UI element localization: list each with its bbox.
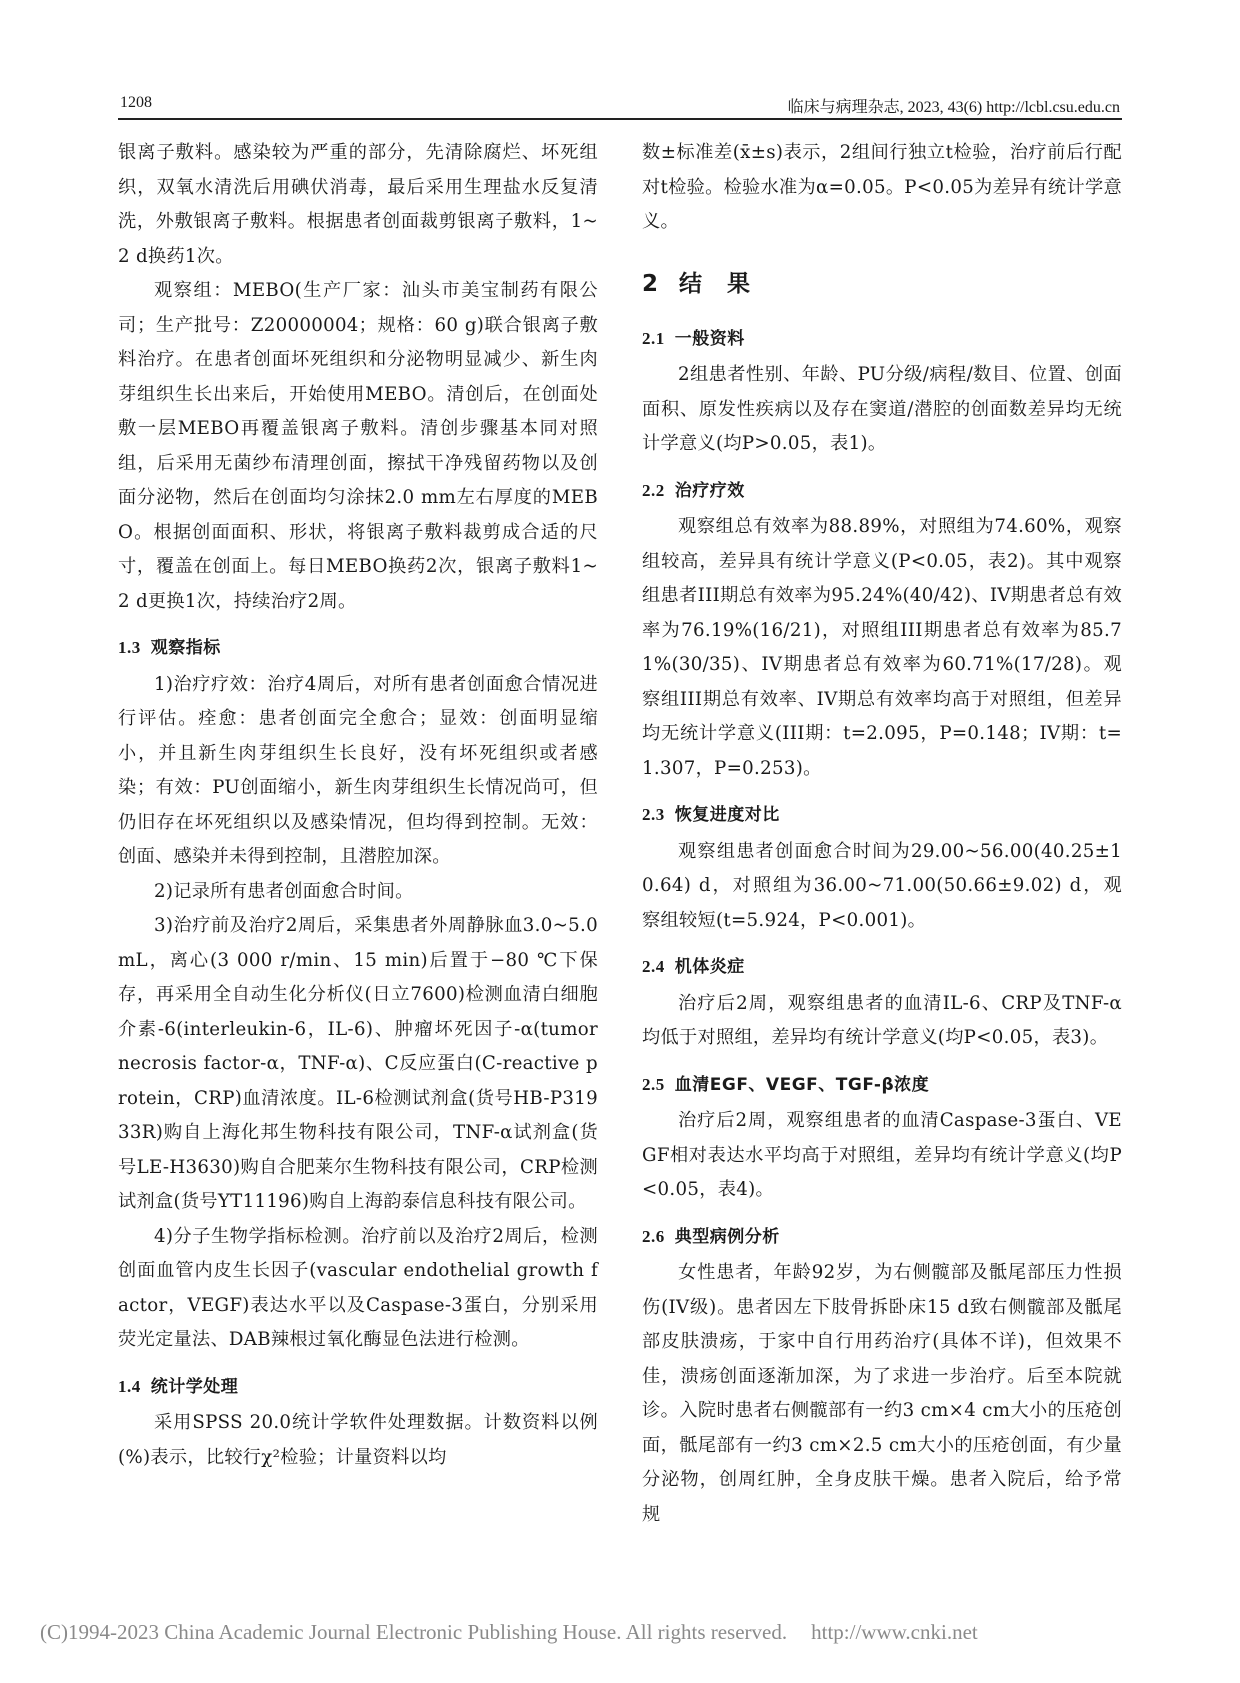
- paragraph: 治疗后2周，观察组患者的血清IL-6、CRP及TNF-α均低于对照组，差异均有统计学意义(均P<0.05，表3)。: [642, 992, 1122, 1048]
- section-heading-1-3: [118, 631, 598, 666]
- section-number: 2.5: [642, 1074, 665, 1094]
- page-header: [118, 88, 1122, 120]
- paragraph: 治疗后2周，观察组患者的血清Caspase-3蛋白、VEGF相对表达水平均高于对照组，差异均有统计学意义(均P<0.05，表4)。: [642, 1110, 1122, 1200]
- paragraph: 观察组患者创面愈合时间为29.00~56.00(40.25±10.64) d，对照组为36.00~71.00(50.66±9.02) d，观察组较短(t=5.924，P<0.001)。: [642, 840, 1122, 931]
- section-heading-2-5: [642, 1068, 1122, 1103]
- section-title: 结 果: [679, 270, 752, 297]
- paragraph: 观察组总有效率为88.89%，对照组为74.60%，观察组较高，差异具有统计学意义(P<0.05，表2)。其中观察组患者III期总有效率为95.24%(40/42)、IV期患者总有效率为76.19%(16/21)，对照组III期患者总有效率为85.71%(30/35)、IV期患者总有效率为60.71%(17/28)。观察组III期总有效率、IV期总有效率均高于对照组，但差异均无统计学意义(III期：t=2.095，P=0.148；IV期：t=1.307，P=0.253)。: [642, 516, 1122, 779]
- section-number: 1.4: [118, 1376, 141, 1396]
- section-number: 2.2: [642, 480, 665, 500]
- section-title: 一般资料: [674, 328, 745, 349]
- section-heading-1-4: [118, 1370, 598, 1405]
- section-title: 统计学处理: [150, 1376, 239, 1397]
- section-title: 恢复进度对比: [674, 805, 780, 825]
- section-number: 2.4: [642, 957, 665, 976]
- section-heading-2-2: [642, 474, 1122, 509]
- section-number: 2: [642, 270, 660, 297]
- section-number: 2.6: [642, 1226, 665, 1246]
- paragraph: 数±标准差(x̄±s)表示，2组间行独立t检验，治疗前后行配对t检验。检验水准为α=0.05。P<0.05为差异有统计学意义。: [642, 142, 1122, 232]
- paragraph: 3)治疗前及治疗2周后，采集患者外周静脉血3.0~5.0 mL，离心(3 000 r/min、15 min)后置于−80 ℃下保存，再采用全自动生化分析仪(日立7600)检测血清白细胞介素-6(interleukin-6，IL-6)、肿瘤坏死因子-α(tumor necrosis factor-α，TNF-α)、C反应蛋白(C-reactive protein，CRP)血清浓度。IL-6检测试剂盒(货号HB-P31933R)购自上海化邦生物科技有限公司，TNF-α试剂盒(货号LE-H3630)购自合肥莱尔生物科技有限公司，CRP检测试剂盒(货号YT11196)购自上海韵泰信息科技有限公司。: [118, 915, 598, 1212]
- section-heading-2-3: [642, 798, 1122, 833]
- right-column: [642, 136, 1122, 1532]
- paragraph: 4)分子生物学指标检测。治疗前以及治疗2周后，检测创面血管内皮生长因子(vascular endothelial growth factor，VEGF)表达水平以及Caspase-3蛋白，分别采用荧光定量法、DAB辣根过氧化酶显色法进行检测。: [118, 1225, 598, 1350]
- page-number: 1208: [120, 94, 152, 111]
- paragraph: 1)治疗疗效：治疗4周后，对所有患者创面愈合情况进行评估。痊愈：患者创面完全愈合；显效：创面明显缩小，并且新生肉芽组织生长良好，没有坏死组织或者感染；有效：PU创面缩小，新生肉芽组织生长情况尚可，但仍旧存在坏死组织以及感染情况，但均得到控制。无效：创面、感染并未得到控制，且潜腔加深。: [118, 673, 598, 867]
- section-number: 1.3: [118, 638, 141, 657]
- section-number: 2.1: [642, 328, 665, 348]
- paragraph: 观察组：MEBO(生产厂家：汕头市美宝制药有限公司；生产批号：Z20000004；规格：60 g)联合银离子敷料治疗。在患者创面坏死组织和分泌物明显减少、新生肉芽组织生长出来后，开始使用MEBO。清创后，在创面处敷一层MEBO再覆盖银离子敷料。清创步骤基本同对照组，后采用无菌纱布清理创面，擦拭干净残留药物以及创面分泌物，然后在创面均匀涂抹2.0 mm左右厚度的MEBO。根据创面面积、形状，将银离子敷料裁剪成合适的尺寸，覆盖在创面上。每日MEBO换药2次，银离子敷料1~2 d更换1次，持续治疗2周。: [118, 280, 598, 612]
- copyright-footer: [40, 1620, 978, 1645]
- section-title: 血清EGF、VEGF、TGF-β浓度: [674, 1074, 930, 1095]
- section-title: 观察指标: [150, 638, 221, 658]
- section-title: 典型病例分析: [674, 1226, 780, 1247]
- copyright-text: (C)1994-2023 China Academic Journal Electronic Publishing House. All rights reserved.: [40, 1620, 788, 1644]
- paragraph: 女性患者，年龄92岁，为右侧髋部及骶尾部压力性损伤(IV级)。患者因左下肢骨拆卧床15 d致右侧髋部及骶尾部皮肤溃疡，于家中自行用药治疗(具体不详)，但效果不佳，溃疡创面逐渐加深，为了求进一步治疗。后至本院就诊。入院时患者右侧髋部有一约3 cm×4 cm大小的压疮创面，骶尾部有一约3 cm×2.5 cm大小的压疮创面，有少量分泌物，创周红肿，全身皮肤干燥。患者入院后，给予常规: [642, 1262, 1122, 1525]
- section-heading-2-6: [642, 1220, 1122, 1255]
- paragraph: 2)记录所有患者创面愈合时间。: [154, 880, 414, 902]
- footer-url[interactable]: http://www.cnki.net: [811, 1620, 978, 1644]
- section-heading-2-4: [642, 950, 1122, 985]
- section-heading-2-1: [642, 322, 1122, 357]
- paragraph: 采用SPSS 20.0统计学软件处理数据。计数资料以例(%)表示，比较行χ²检验；计量资料以均: [118, 1412, 598, 1468]
- section-heading-2: [642, 264, 1122, 304]
- section-title: 治疗疗效: [674, 480, 745, 501]
- section-title: 机体炎症: [674, 957, 745, 977]
- left-column: [118, 136, 598, 1475]
- paragraph: 银离子敷料。感染较为严重的部分，先清除腐烂、坏死组织，双氧水清洗后用碘伏消毒，最后采用生理盐水反复清洗，外敷银离子敷料。根据患者创面裁剪银离子敷料，1~2 d换药1次。: [118, 142, 598, 267]
- section-number: 2.3: [642, 805, 665, 824]
- paragraph: 2组患者性别、年龄、PU分级/病程/数目、位置、创面面积、原发性疾病以及存在窦道/潜腔的创面数差异均无统计学意义(均P>0.05，表1)。: [642, 364, 1122, 454]
- journal-citation: 临床与病理杂志, 2023, 43(6) http://lcbl.csu.edu.cn: [787, 99, 1120, 116]
